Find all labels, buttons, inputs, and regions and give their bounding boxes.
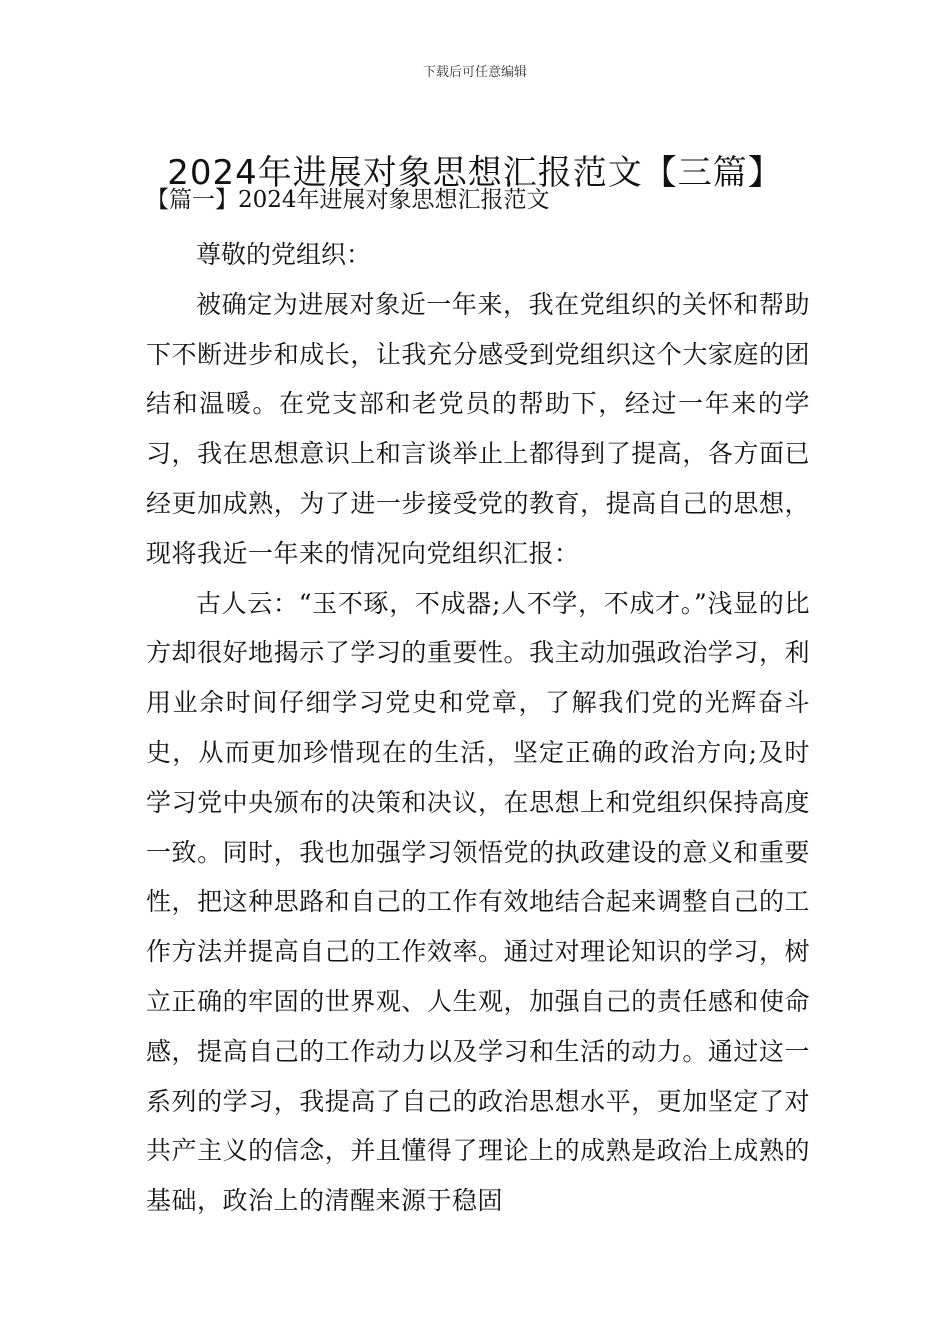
header-note: 下载后可任意编辑 xyxy=(422,65,527,80)
salutation: 尊敬的党组织： xyxy=(196,240,372,269)
paragraph: 被确定为进展对象近一年来，我在党组织的关怀和帮助下不断进步和成长，让我充分感受到党组织这个大家庭的团结和温暖。在党支部和老党员的帮助下，经过一年来的学习，我在思想意识上和言谈举止上都得到了提高，各方面已经更加成熟，为了进一步接受党的教育，提高自己的思想，现将我近一年来的情况向党组织汇报： xyxy=(146,289,810,568)
section-heading: 【篇一】2024年进展对象思想汇报范文 xyxy=(146,187,550,213)
paragraph: 古人云：“玉不琢，不成器;人不学，不成才。”浅显的比方却很好地揭示了学习的重要性。我主动加强政治学习，利用业余时间仔细学习党史和党章，了解我们党的光辉奋斗史，从而更加珍惜现在的生活，坚定正确的政治方向;及时学习党中央颁布的决策和决议，在思想上和党组织保持高度一致。同时，我也加强学习领悟党的执政建设的意义和重要性，把这种思路和自己的工作有效地结合起来调整自己的工作方法并提高自己的工作效率。通过对理论知识的学习，树立正确的牢固的世界观、人生观，加强自己的责任感和使命感，提高自己的工作动力以及学习和生活的动力。通过这一系列的学习，我提高了自己的政治思想水平，更加坚定了对共产主义的信念，并且懂得了理论上的成熟是政治上成熟的基础，政治上的清醒来源于稳固 xyxy=(146,588,810,1216)
document-title: 2024年进展对象思想汇报范文【三篇】 xyxy=(167,152,783,193)
body-text xyxy=(146,230,810,1226)
